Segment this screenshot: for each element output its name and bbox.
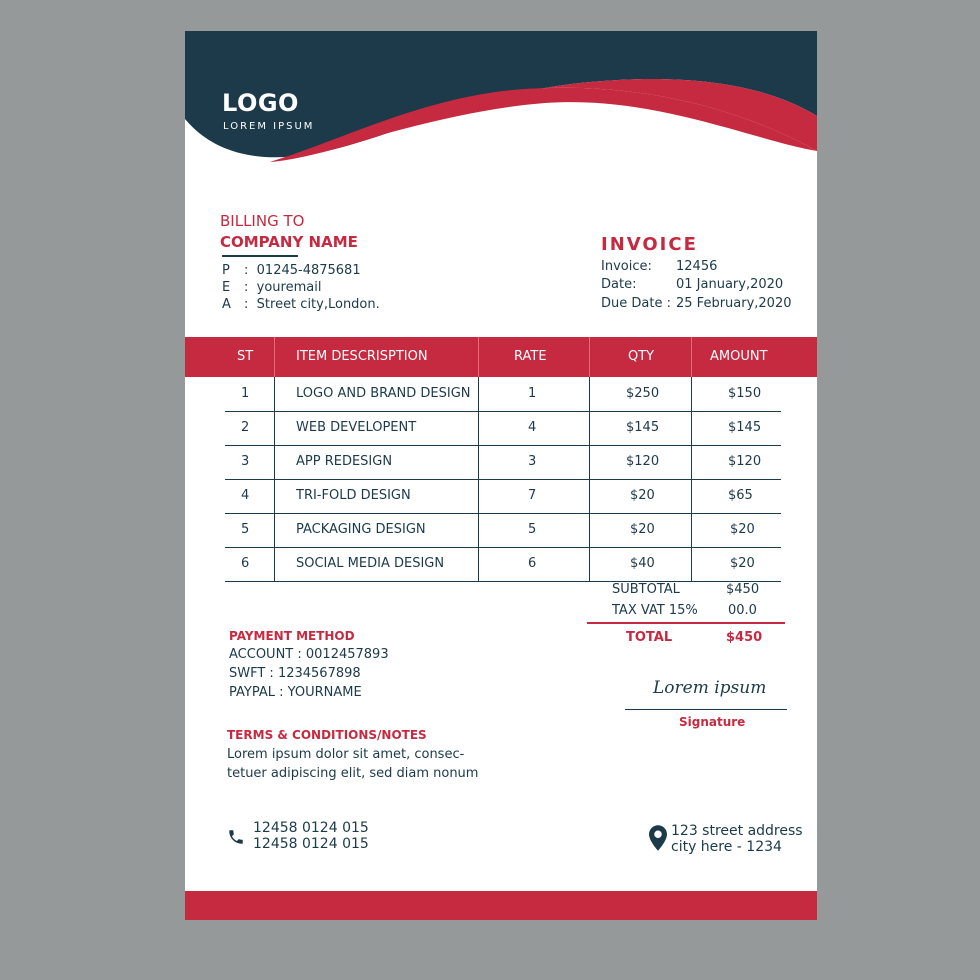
tax-value: 00.0	[728, 603, 757, 618]
cell-st: 6	[241, 556, 250, 571]
table-row	[225, 479, 781, 514]
header-item-description: ITEM DESCRISPTION	[296, 349, 428, 364]
header-divider	[589, 337, 590, 377]
invoice-label: Invoice:	[601, 259, 652, 274]
cell-st: 4	[241, 488, 250, 503]
terms-heading: TERMS & CONDITIONS/NOTES	[227, 728, 427, 742]
header-divider	[691, 337, 692, 377]
cell-description: TRI-FOLD DESIGN	[296, 488, 411, 503]
header-st: ST	[237, 349, 254, 364]
cell-description: SOCIAL MEDIA DESIGN	[296, 556, 445, 571]
logo-title: LOGO	[222, 89, 299, 117]
contact-value: Street city,London.	[256, 297, 380, 312]
cell-description: WEB DEVELOPENT	[296, 420, 417, 435]
contact-phone: P : 01245-4875681	[222, 263, 361, 278]
cell-description: APP REDESIGN	[296, 454, 393, 469]
column-divider	[274, 377, 275, 581]
cell-rate: 4	[528, 420, 537, 435]
total-label: TOTAL	[626, 630, 673, 645]
invoice-number-row	[601, 259, 717, 274]
company-underline	[222, 255, 298, 257]
cell-amount: $20	[730, 556, 755, 571]
table-row	[225, 547, 781, 582]
invoice-date-row	[601, 277, 783, 292]
cell-amount: $20	[730, 522, 755, 537]
column-divider	[589, 377, 590, 581]
header-divider	[478, 337, 479, 377]
column-divider	[691, 377, 692, 581]
invoice-due-row	[601, 296, 792, 311]
logo-tagline: LOREM IPSUM	[223, 121, 315, 132]
payment-paypal: PAYPAL : YOURNAME	[229, 685, 362, 700]
table-row	[225, 445, 781, 480]
contact-key: P	[222, 263, 230, 278]
cell-qty: $250	[626, 386, 660, 401]
cell-qty: $40	[630, 556, 655, 571]
cell-qty: $145	[626, 420, 660, 435]
total-divider	[587, 622, 785, 624]
table-row	[225, 377, 781, 412]
cell-qty: $120	[626, 454, 660, 469]
subtotal-value: $450	[726, 582, 760, 597]
company-name: COMPANY NAME	[220, 233, 358, 251]
cell-qty: $20	[630, 488, 655, 503]
invoice-label: Due Date :	[601, 296, 671, 311]
contact-email: E : youremail	[222, 280, 322, 295]
contact-value: youremail	[256, 280, 322, 295]
header-divider	[274, 337, 275, 377]
contact-key: E	[222, 280, 231, 295]
location-pin-icon	[649, 825, 667, 851]
invoice-value: 01 January,2020	[676, 277, 784, 292]
total-value: $450	[726, 630, 763, 645]
footer-address-line: city here - 1234	[671, 839, 782, 855]
contact-key: A	[222, 297, 231, 312]
cell-st: 3	[241, 454, 250, 469]
cell-rate: 6	[528, 556, 537, 571]
cell-description: LOGO AND BRAND DESIGN	[296, 386, 471, 401]
header-qty: QTY	[628, 349, 655, 364]
table-row	[225, 411, 781, 446]
footer-phone: 12458 0124 015	[253, 836, 369, 852]
cell-st: 1	[241, 386, 250, 401]
table-header	[185, 337, 817, 377]
billing-heading: BILLING TO	[220, 212, 305, 230]
tax-label: TAX VAT 15%	[612, 603, 698, 618]
cell-amount: $150	[728, 386, 762, 401]
cell-amount: $120	[728, 454, 762, 469]
terms-line: tetuer adipiscing elit, sed diam nonum	[227, 766, 479, 781]
invoice-value: 25 February,2020	[676, 296, 792, 311]
footer-address-line: 123 street address	[671, 823, 803, 839]
table-row	[225, 513, 781, 548]
contact-value: 01245-4875681	[256, 263, 361, 278]
invoice-page	[185, 31, 817, 920]
header-rate: RATE	[514, 349, 547, 364]
cell-amount: $145	[728, 420, 762, 435]
column-divider	[478, 377, 479, 581]
invoice-value: 12456	[676, 259, 718, 274]
cell-rate: 7	[528, 488, 537, 503]
payment-account: ACCOUNT : 0012457893	[229, 647, 389, 662]
signature-script: Lorem ipsum	[653, 678, 767, 698]
cell-rate: 5	[528, 522, 537, 537]
cell-description: PACKAGING DESIGN	[296, 522, 426, 537]
footer-phone: 12458 0124 015	[253, 820, 369, 836]
cell-rate: 1	[528, 386, 537, 401]
cell-amount: $65	[728, 488, 753, 503]
cell-qty: $20	[630, 522, 655, 537]
contact-address: A : Street city,London.	[222, 297, 380, 312]
invoice-label: Date:	[601, 277, 637, 292]
subtotal-label: SUBTOTAL	[612, 582, 680, 597]
phone-icon	[227, 828, 245, 846]
cell-rate: 3	[528, 454, 537, 469]
payment-swift: SWFT : 1234567898	[229, 666, 361, 681]
signature-label: Signature	[679, 715, 746, 729]
cell-st: 5	[241, 522, 250, 537]
cell-st: 2	[241, 420, 250, 435]
payment-heading: PAYMENT METHOD	[229, 629, 355, 643]
signature-line	[625, 709, 787, 710]
header-amount: AMOUNT	[710, 349, 768, 364]
invoice-title: INVOICE	[601, 234, 698, 255]
terms-line: Lorem ipsum dolor sit amet, consec-	[227, 747, 465, 762]
footer-bar	[185, 891, 817, 920]
